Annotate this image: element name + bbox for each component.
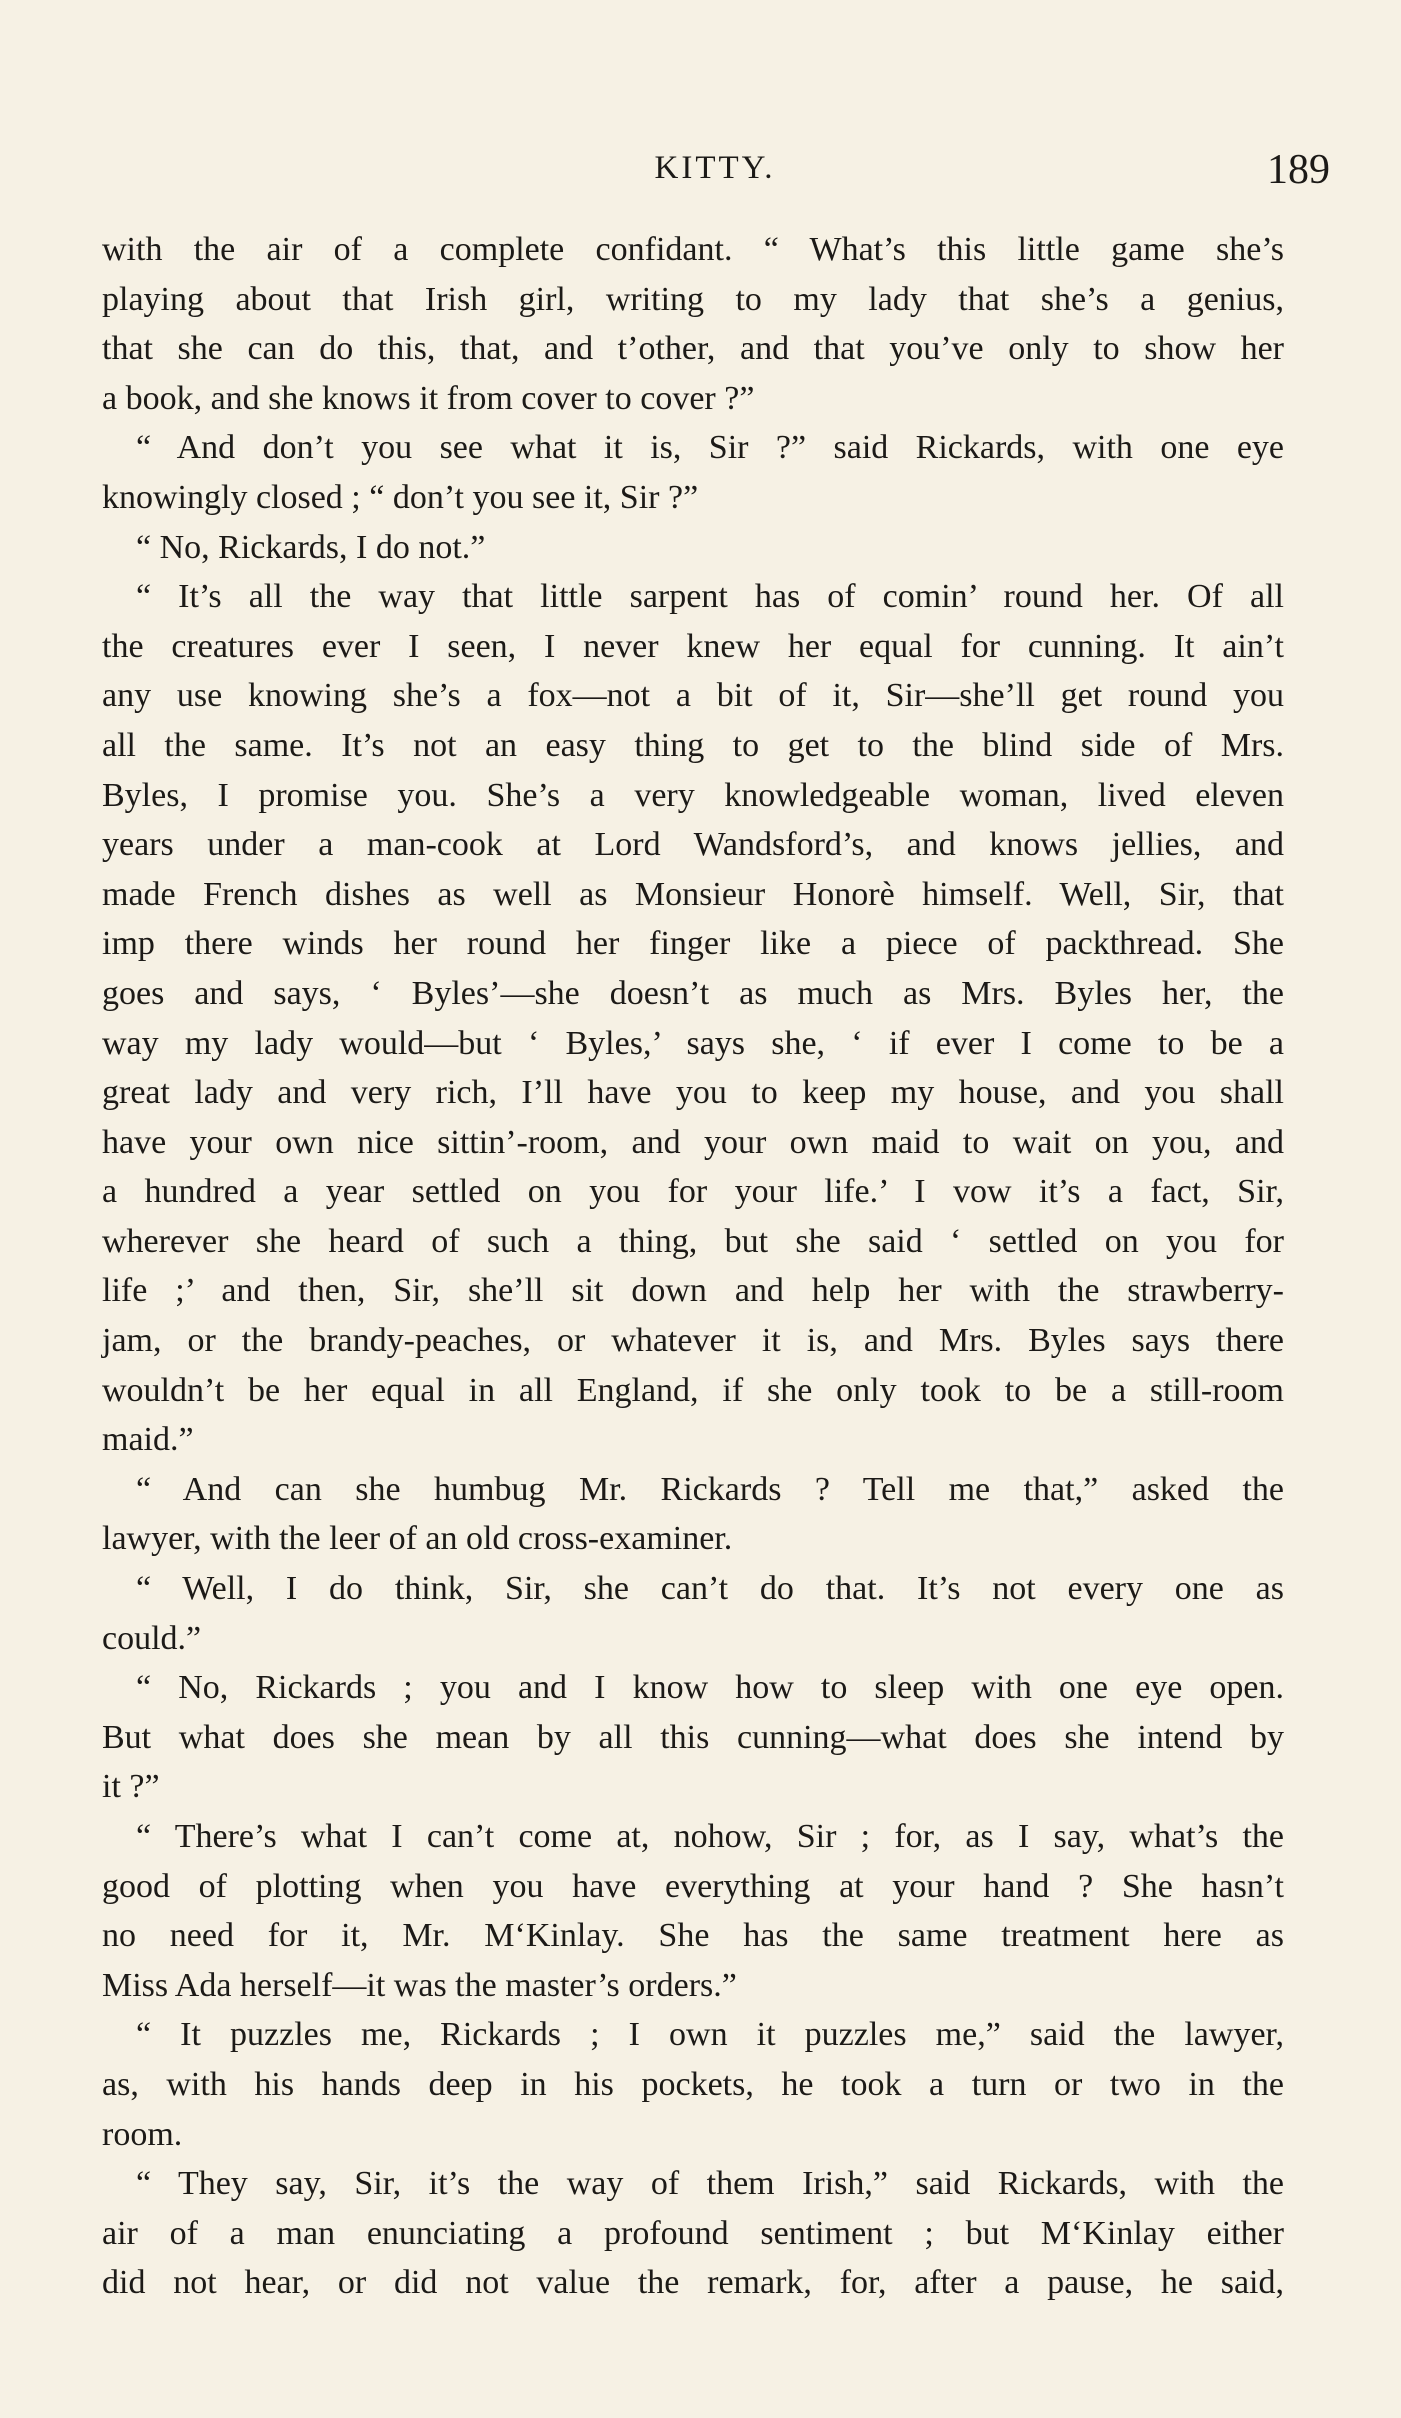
text-line: with the air of a complete confidant. “ What’s this little game she’s: [102, 231, 1284, 268]
text-line: a book, and she knows it from cover to cover ?”: [102, 379, 755, 417]
text-line: no need for it, Mr. M‘Kinlay. She has the same treatment here as: [102, 1917, 1284, 1955]
text-line: have your own nice sittin’-room, and your own maid to wait on you, and: [102, 1123, 1284, 1161]
text-line: as, with his hands deep in his pockets, he took a turn or two in the: [102, 2065, 1284, 2103]
text-line: maid.”: [102, 1421, 194, 1459]
text-line: Byles, I promise you. She’s a very knowledgeable woman, lived eleven: [102, 776, 1284, 814]
text-line: room.: [102, 2115, 183, 2153]
text-line: life ;’ and then, Sir, she’ll sit down and help her with the strawberry-: [102, 1272, 1284, 1310]
text-line: years under a man-cook at Lord Wandsford’s, and knows jellies, and: [102, 826, 1284, 864]
text-line: made French dishes as well as Monsieur Honorè himself. Well, Sir, that: [102, 875, 1284, 913]
page-header: [100, 147, 1330, 200]
text-line: goes and says, ‘ Byles’—she doesn’t as much as Mrs. Byles her, the: [102, 974, 1284, 1012]
body-text: [102, 225, 1284, 2308]
text-line: wouldn’t be her equal in all England, if she only took to be a still-room: [102, 1371, 1284, 1409]
text-line: jam, or the brandy-peaches, or whatever it is, and Mrs. Byles says there: [102, 1322, 1284, 1360]
text-line: a hundred a year settled on you for your life.’ I vow it’s a fact, Sir,: [102, 1173, 1284, 1211]
text-line: “ And don’t you see what it is, Sir ?” said Rickards, with one eye: [136, 429, 1284, 467]
text-line: great lady and very rich, I’ll have you to keep my house, and you shall: [102, 1074, 1284, 1112]
text-line: “ It’s all the way that little sarpent has of comin’ round her. Of all: [136, 578, 1284, 616]
text-line: lawyer, with the leer of an old cross-examiner.: [102, 1520, 733, 1558]
text-line: But what does she mean by all this cunning—what does she intend by: [102, 1718, 1284, 1756]
page-number: 189: [1267, 147, 1330, 193]
text-line: good of plotting when you have everything at your hand ? She hasn’t: [102, 1867, 1284, 1905]
running-head: KITTY.: [654, 150, 776, 186]
text-line: “ It puzzles me, Rickards ; I own it puzzles me,” said the lawyer,: [136, 2016, 1284, 2054]
text-line: any use knowing she’s a fox—not a bit of it, Sir—she’ll get round you: [102, 677, 1284, 715]
text-line: “ There’s what I can’t come at, nohow, Sir ; for, as I say, what’s the: [136, 1818, 1284, 1855]
text-line: air of a man enunciating a profound sentiment ; but M‘Kinlay either: [102, 2214, 1284, 2252]
text-line: the creatures ever I seen, I never knew her equal for cunning. It ain’t: [102, 627, 1284, 665]
text-line: knowingly closed ; “ don’t you see it, Sir ?”: [102, 478, 699, 516]
text-line: did not hear, or did not value the remark, for, after a pause, he said,: [102, 2264, 1284, 2302]
text-line: could.”: [102, 1619, 202, 1657]
text-line: “ And can she humbug Mr. Rickards ? Tell me that,” asked the: [136, 1470, 1284, 1508]
text-line: “ They say, Sir, it’s the way of them Irish,” said Rickards, with the: [136, 2165, 1284, 2203]
text-line: imp there winds her round her finger like a piece of packthread. She: [102, 925, 1284, 963]
text-line: Miss Ada herself—it was the master’s orders.”: [102, 1966, 737, 2004]
text-line: playing about that Irish girl, writing to my lady that she’s a genius,: [102, 280, 1284, 318]
text-line: all the same. It’s not an easy thing to get to the blind side of Mrs.: [102, 726, 1284, 764]
text-line: “ No, Rickards ; you and I know how to sleep with one eye open.: [136, 1669, 1284, 1707]
text-line: it ?”: [102, 1768, 160, 1806]
text-line: wherever she heard of such a thing, but she said ‘ settled on you for: [102, 1222, 1284, 1260]
text-line: way my lady would—but ‘ Byles,’ says she, ‘ if ever I come to be a: [102, 1024, 1284, 1062]
text-line: “ Well, I do think, Sir, she can’t do that. It’s not every one as: [136, 1570, 1284, 1608]
text-line: “ No, Rickards, I do not.”: [136, 528, 486, 566]
text-line: that she can do this, that, and t’other, and that you’ve only to show her: [102, 330, 1284, 368]
